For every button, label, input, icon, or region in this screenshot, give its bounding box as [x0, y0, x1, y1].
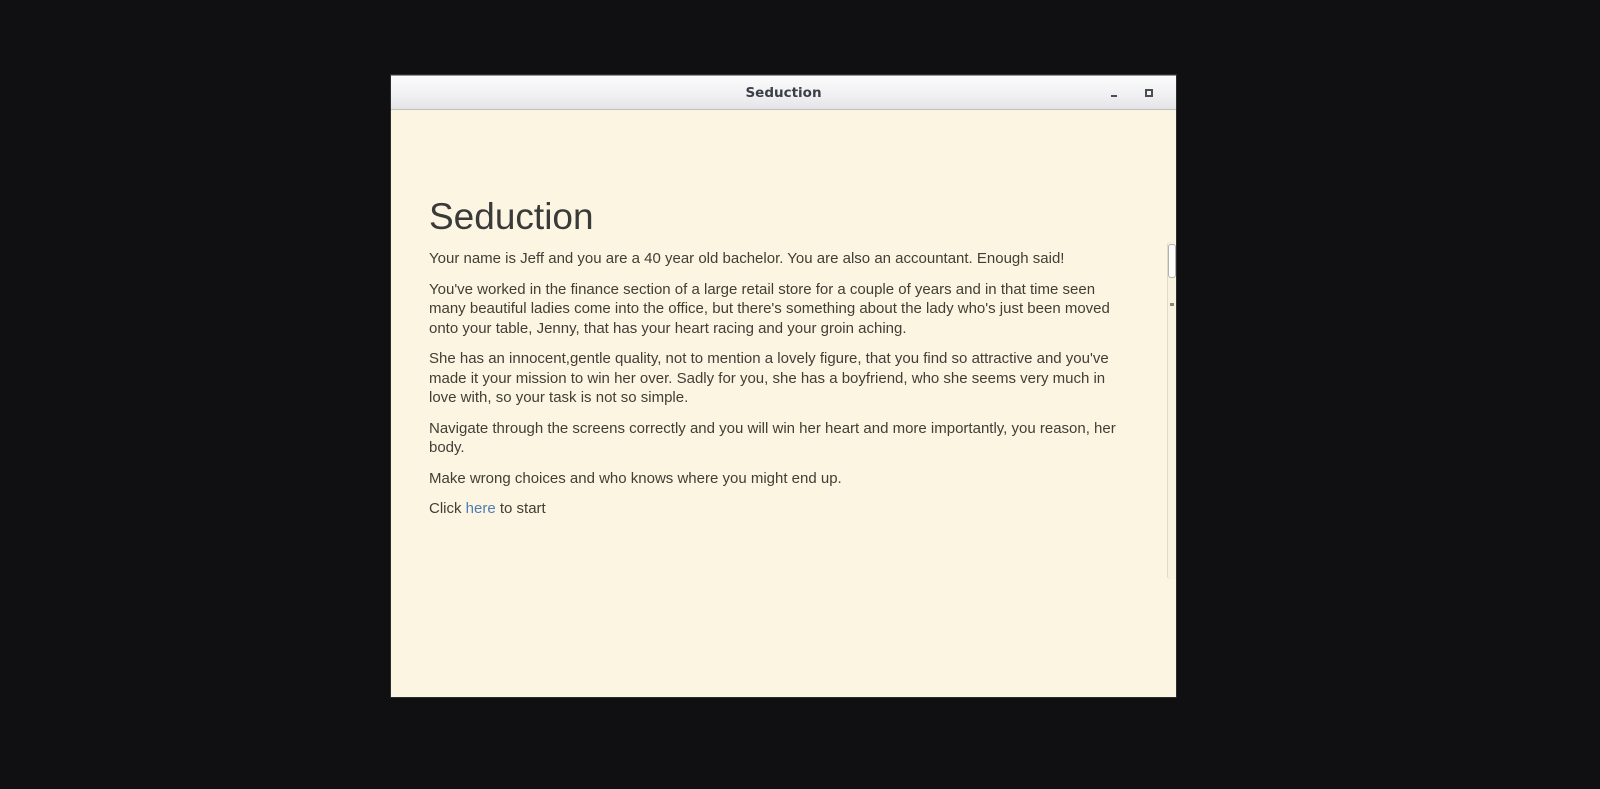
maximize-button[interactable]: [1139, 84, 1158, 103]
jenny-paragraph: She has an innocent,gentle quality, not to mention a lovely figure, that you find so attractive and you've made it your mission to win her over. Sadly for you, she has a boyfriend, who she seems very much in love with, so your task is not so simple.: [429, 350, 1109, 406]
maximize-icon: [1145, 89, 1153, 97]
window-controls: [1104, 76, 1158, 110]
start-line: [429, 499, 1134, 519]
backstory-paragraph: You've worked in the finance section of a large retail store for a couple of years and in that time seen many beautiful ladies come into the office, but there's something about the lady who's just been moved onto your table, Jenny, that has your heart racing and your groin aching.: [429, 280, 1110, 337]
page-title: Seduction: [429, 196, 594, 237]
page-content: [391, 110, 1176, 696]
warning-paragraph: Make wrong choices and who knows where you might end up.: [429, 469, 842, 487]
minimize-icon: [1111, 95, 1117, 97]
window-title: Seduction: [745, 85, 822, 101]
seduction-window: [391, 75, 1176, 697]
scrollbar-thumb[interactable]: [1168, 244, 1176, 278]
start-link[interactable]: here: [465, 500, 496, 517]
scrollbar-track[interactable]: [1167, 242, 1176, 579]
intro-paragraph: Your name is Jeff and you are a 40 year old bachelor. You are also an accountant. Enough said!: [429, 250, 1065, 267]
window-titlebar[interactable]: [391, 75, 1176, 110]
start-line-suffix: to start: [495, 500, 546, 517]
start-line-prefix: Click: [429, 500, 466, 517]
instructions-paragraph: Navigate through the screens correctly and you will win her heart and more importantly, you reason, her body.: [429, 419, 1116, 456]
minimize-button[interactable]: [1104, 84, 1123, 103]
scrollbar-marker: [1170, 303, 1174, 306]
